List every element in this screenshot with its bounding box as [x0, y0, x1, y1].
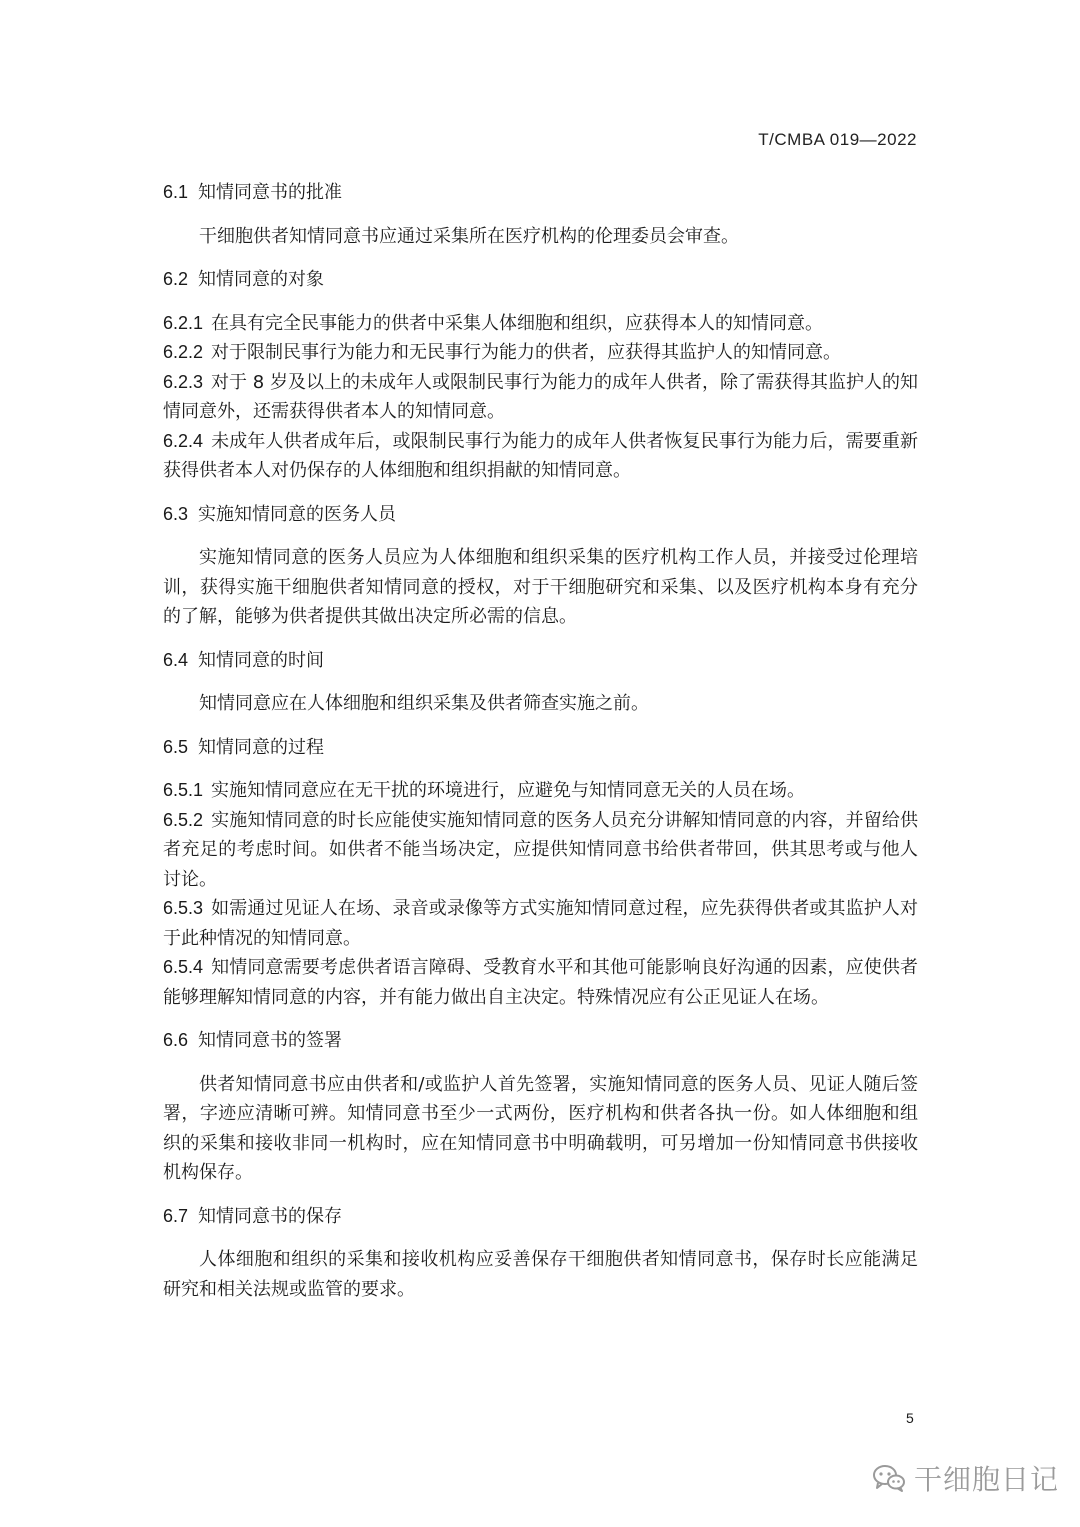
clause-6-5-2 — [163, 806, 918, 895]
clause-6-2-4 — [163, 427, 918, 486]
section-paragraph: 人体细胞和组织的采集和接收机构应妥善保存干细胞供者知情同意书，保存时长应能满足研究和相关法规或监管的要求。 — [163, 1249, 918, 1300]
section-title: 知情同意书的签署 — [198, 1030, 343, 1051]
clause-text: 对于 8 岁及以上的未成年人或限制民事行为能力的成年人供者，除了需获得其监护人的知情同意外，还需获得供者本人的知情同意。 — [163, 371, 918, 422]
section-heading-6-6 — [163, 1026, 918, 1056]
clause-text: 实施知情同意的时长应能使实施知情同意的医务人员充分讲解知情同意的内容，并留给供者充足的考虑时间。如供者不能当场决定，应提供知情同意书给供者带回，供其思考或与他人讨论。 — [163, 809, 918, 890]
section-title: 知情同意的对象 — [198, 269, 325, 290]
section-paragraph: 供者知情同意书应由供者和/或监护人首先签署，实施知情同意的医务人员、见证人随后签署，字迹应清晰可辨。知情同意书至少一式两份，医疗机构和供者各执一份。如人体细胞和组织的采集和接收非同一机构时，应在知情同意书中明确载明，可另增加一份知情同意书供接收机构保存。 — [163, 1073, 918, 1183]
clause-text: 在具有完全民事能力的供者中采集人体细胞和组织，应获得本人的知情同意。 — [211, 312, 824, 334]
section-heading-6-2 — [163, 265, 918, 295]
section-number: 6.4 — [163, 649, 189, 670]
section-title: 知情同意的时间 — [198, 649, 325, 671]
clause-number: 6.5.1 — [163, 780, 204, 800]
clause-number: 6.5.3 — [163, 898, 204, 918]
clause-text: 知情同意需要考虑供者语言障碍、受教育水平和其他可能影响良好沟通的因素，应使供者能够理解知情同意的内容，并有能力做出自主决定。特殊情况应有公正见证人在场。 — [163, 957, 918, 1008]
clause-text: 实施知情同意应在无干扰的环境进行，应避免与知情同意无关的人员在场。 — [211, 780, 806, 801]
clause-number: 6.2.4 — [163, 430, 204, 451]
section-heading-6-5 — [163, 733, 918, 763]
section-title: 知情同意书的保存 — [198, 1205, 343, 1227]
section-heading-6-4 — [163, 646, 918, 676]
clause-text: 如需通过见证人在场、录音或录像等方式实施知情同意过程，应先获得供者或其监护人对于此种情况的知情同意。 — [163, 898, 918, 949]
section-number: 6.6 — [163, 1030, 189, 1050]
watermark-text: 干细胞日记 — [914, 1463, 1060, 1496]
clause-text: 对于限制民事行为能力和无民事行为能力的供者，应获得其监护人的知情同意。 — [211, 342, 842, 363]
section-title: 知情同意的过程 — [198, 736, 325, 758]
clause-number: 6.2.3 — [163, 371, 204, 392]
clause-number: 6.2.1 — [163, 312, 204, 333]
clause-list — [163, 776, 918, 1012]
clause-6-2-2 — [163, 338, 918, 368]
watermark — [872, 1458, 1059, 1498]
document-code: T/CMBA 019—2022 — [758, 130, 917, 149]
clause-6-5-3 — [163, 894, 918, 953]
clause-6-5-4 — [163, 953, 918, 1012]
section-number: 6.1 — [163, 182, 189, 202]
section-heading-6-3 — [163, 500, 918, 530]
clause-6-2-1 — [163, 309, 918, 339]
section-title: 实施知情同意的医务人员 — [198, 503, 397, 525]
clause-number: 6.5.4 — [163, 957, 204, 977]
clause-6-5-1 — [163, 776, 918, 806]
section-number: 6.5 — [163, 736, 189, 757]
wechat-icon — [872, 1463, 906, 1493]
page-number: 5 — [906, 1410, 914, 1426]
section-title: 知情同意书的批准 — [198, 182, 343, 203]
document-body — [163, 178, 918, 1318]
section-paragraph: 干细胞供者知情同意书应通过采集所在医疗机构的伦理委员会审查。 — [199, 225, 739, 247]
clause-number: 6.2.2 — [163, 342, 204, 362]
section-heading-6-1 — [163, 178, 918, 208]
clause-text: 未成年人供者成年后，或限制民事行为能力的成年人供者恢复民事行为能力后，需要重新获得供者本人对仍保存的人体细胞和组织捐献的知情同意。 — [163, 430, 918, 481]
section-paragraph: 知情同意应在人体细胞和组织采集及供者筛查实施之前。 — [199, 693, 649, 714]
section-heading-6-7 — [163, 1202, 918, 1232]
clause-list — [163, 309, 918, 486]
section-number: 6.3 — [163, 503, 189, 524]
clause-number: 6.5.2 — [163, 809, 204, 830]
section-paragraph: 实施知情同意的医务人员应为人体细胞和组织采集的医疗机构工作人员，并接受过伦理培训，获得实施干细胞供者知情同意的授权，对于干细胞研究和采集、以及医疗机构本身有充分的了解，能够为供者提供其做出决定所必需的信息。 — [163, 547, 918, 627]
clause-6-2-3 — [163, 368, 918, 427]
section-number: 6.2 — [163, 269, 189, 289]
section-number: 6.7 — [163, 1205, 189, 1226]
